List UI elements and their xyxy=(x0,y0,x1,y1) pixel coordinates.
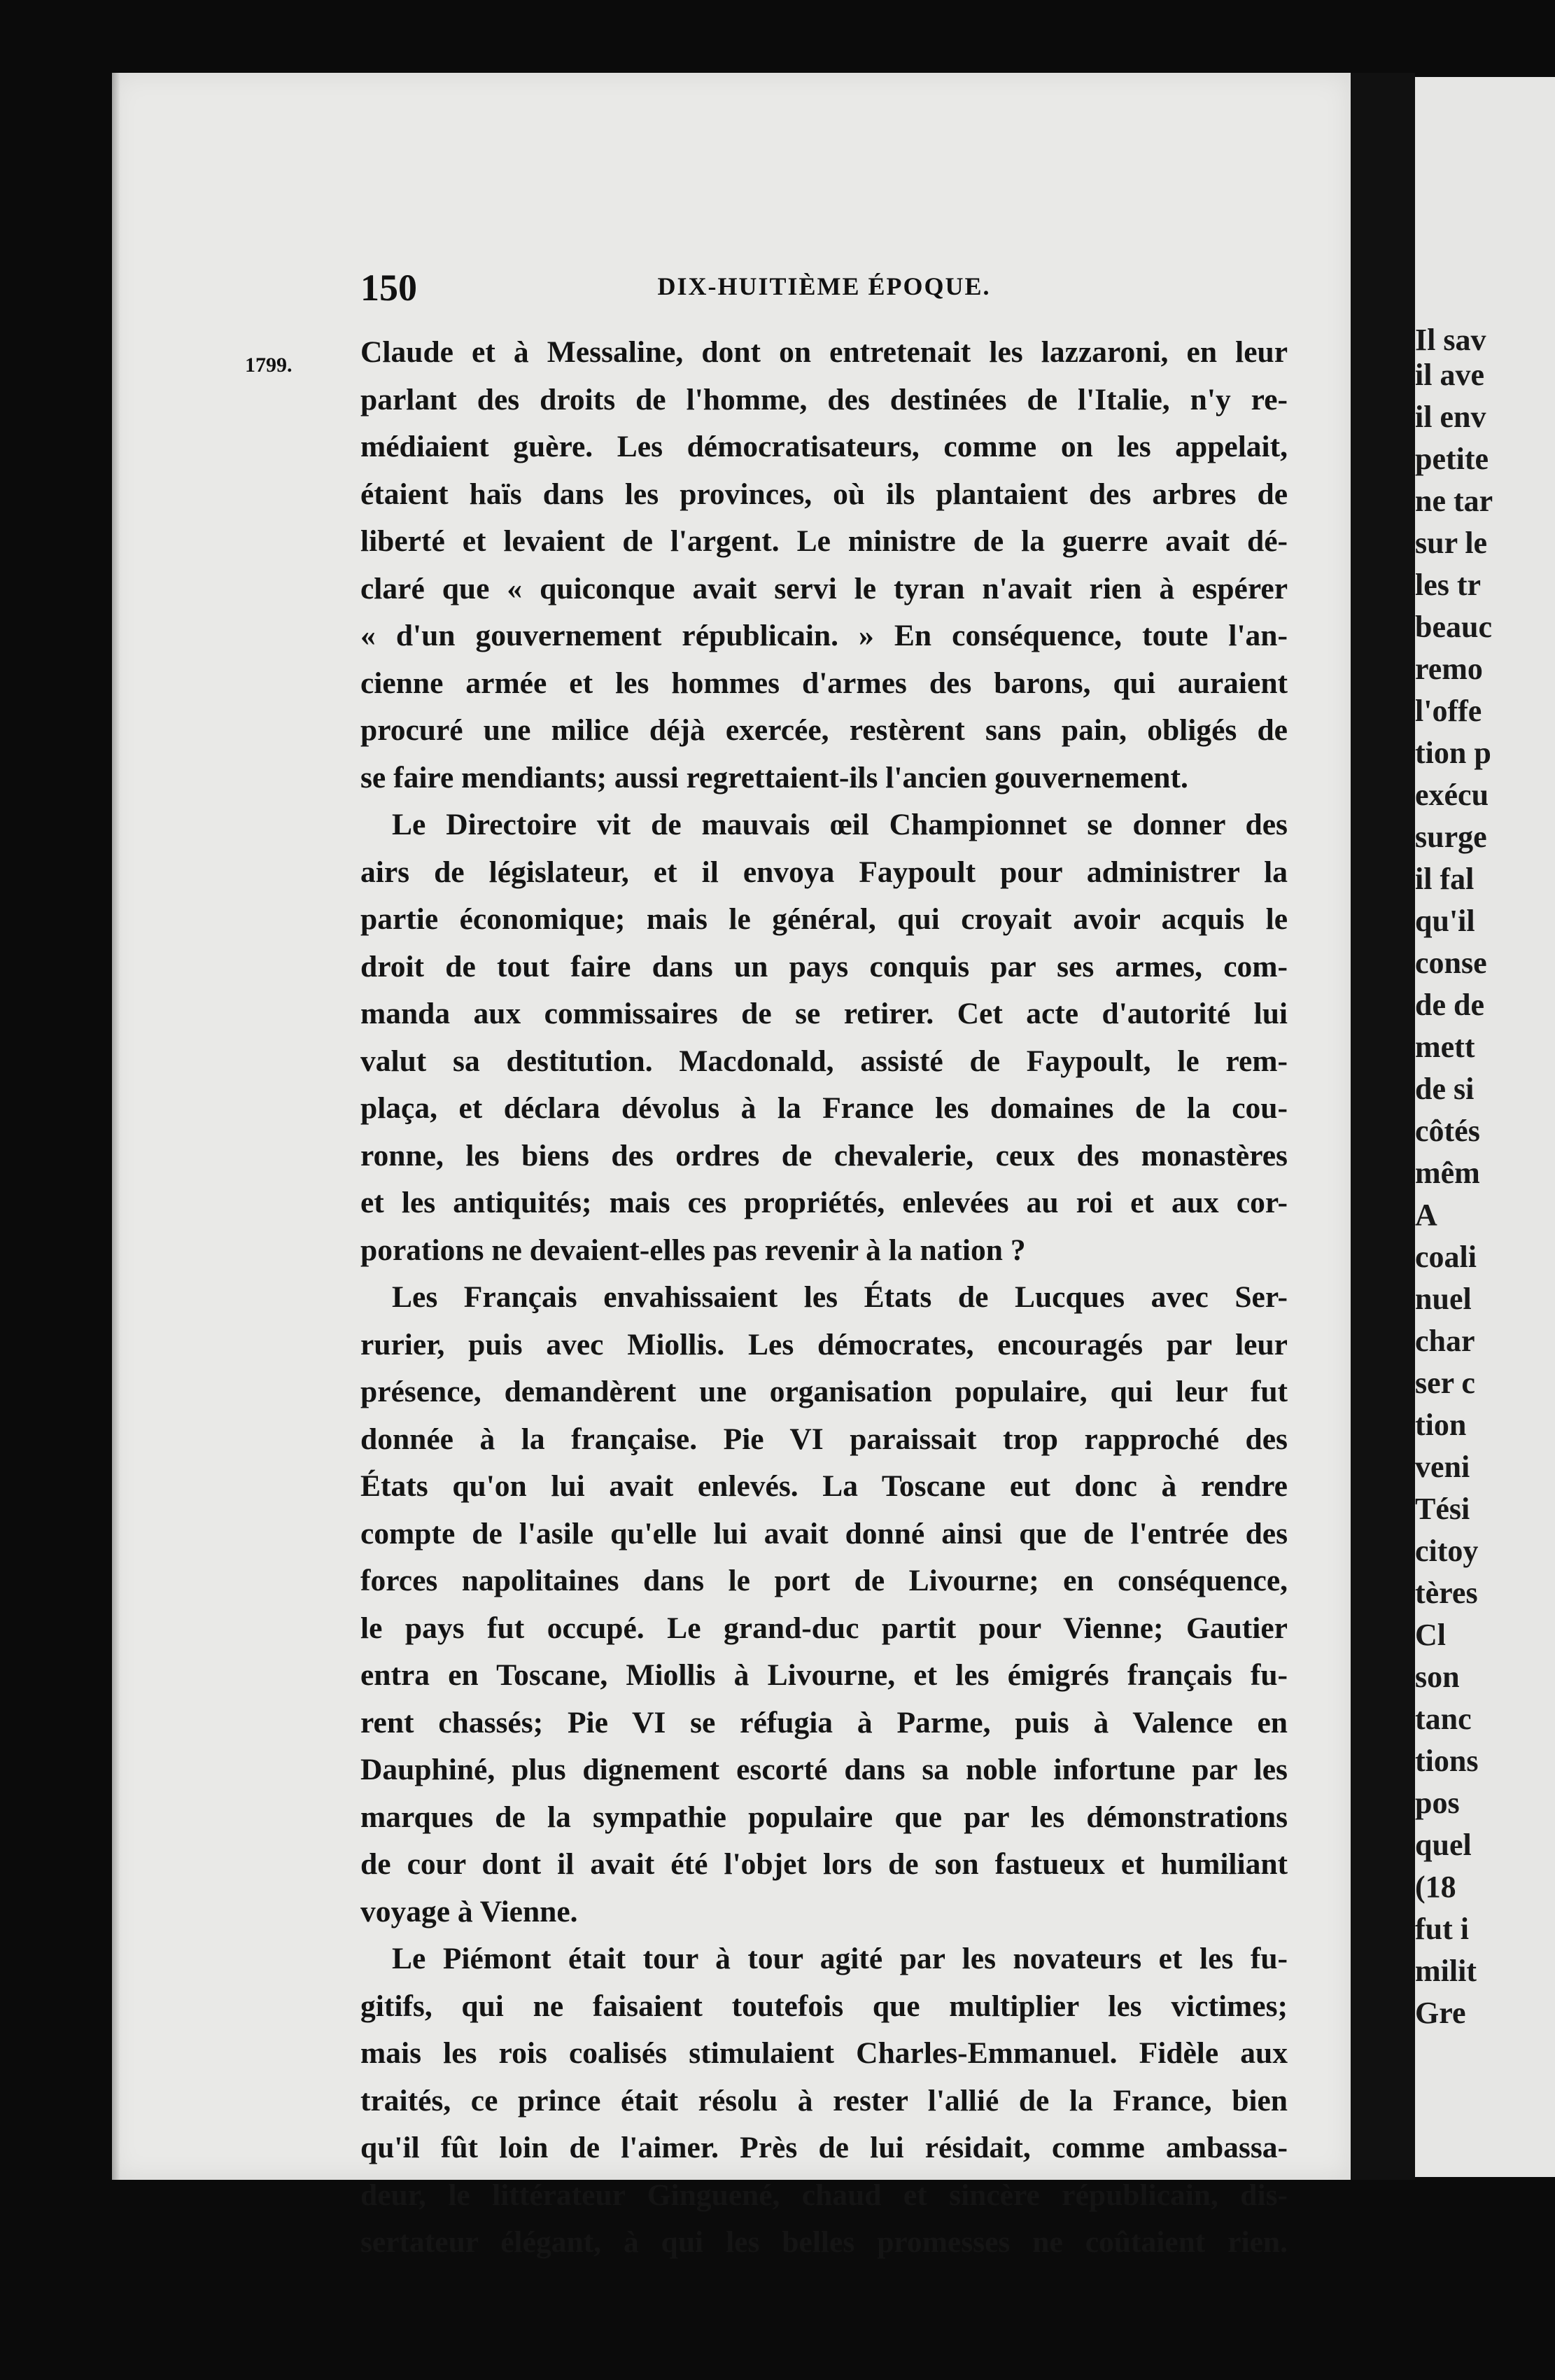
running-head: DIX-HUITIÈME ÉPOQUE. xyxy=(657,272,991,300)
text-line: partie économique; mais le général, qui croyait avoir acquis le xyxy=(360,902,1288,936)
text-line: donnée à la française. Pie VI paraissait trop rapproché des xyxy=(360,1422,1288,1456)
facing-page-line: ne tar xyxy=(1415,484,1493,518)
text-line: de cour dont il avait été l'objet lors de son fastueux et humiliant xyxy=(360,1847,1288,1881)
facing-page-line: tions xyxy=(1415,1744,1479,1778)
text-line: manda aux commissaires de se retirer. Cet acte d'autorité lui xyxy=(360,997,1288,1030)
text-line: Les Français envahissaient les États de Lucques avec Ser- xyxy=(392,1280,1288,1314)
facing-page-line: côtés xyxy=(1415,1114,1480,1148)
text-line: le pays fut occupé. Le grand-duc partit pour Vienne; Gautier xyxy=(360,1611,1288,1645)
text-line: droit de tout faire dans un pays conquis par ses armes, com- xyxy=(360,949,1288,983)
text-line: Claude et à Messaline, dont on entretenait les lazzaroni, en leur xyxy=(360,335,1288,369)
text-line: procuré une milice déjà exercée, restèrent sans pain, obligés de xyxy=(360,713,1288,747)
facing-page-line: l'offe xyxy=(1415,694,1482,728)
facing-page-line: il env xyxy=(1415,400,1486,434)
text-line: sertateur élégant, à qui les belles promesses ne coûtaient rien. xyxy=(360,2225,1288,2259)
facing-page-line: tion xyxy=(1415,1408,1467,1442)
facing-page-line: Il sav xyxy=(1415,323,1486,357)
text-line: Dauphiné, plus dignement escorté dans sa noble infortune par les xyxy=(360,1753,1288,1786)
facing-page-line: quel xyxy=(1415,1828,1472,1862)
facing-page-line: beauc xyxy=(1415,610,1492,644)
facing-page-line: tion p xyxy=(1415,736,1491,770)
facing-page-line: tanc xyxy=(1415,1702,1472,1736)
text-line: et les antiquités; mais ces propriétés, enlevées au roi et aux cor- xyxy=(360,1186,1288,1219)
text-line: rent chassés; Pie VI se réfugia à Parme, puis à Valence en xyxy=(360,1705,1288,1740)
text-line: traités, ce prince était résolu à rester l'allié de la France, bien xyxy=(360,2083,1288,2118)
text-line: parlant des droits de l'homme, des destinées de l'Italie, n'y re- xyxy=(360,382,1288,416)
body-text xyxy=(360,329,1288,2267)
facing-page-line: tères xyxy=(1415,1576,1478,1610)
text-line: forces napolitaines dans le port de Livourne; en conséquence, xyxy=(360,1564,1288,1597)
facing-page-line: conse xyxy=(1415,946,1487,980)
facing-page-line: char xyxy=(1415,1324,1475,1358)
text-line: « d'un gouvernement républicain. » En conséquence, toute l'an- xyxy=(360,619,1288,652)
text-line: Le Piémont était tour à tour agité par les novateurs et les fu- xyxy=(392,1942,1288,1975)
facing-page-line: de de xyxy=(1415,988,1484,1022)
text-line: voyage à Vienne. xyxy=(360,1894,578,1928)
facing-page-line: Cl xyxy=(1415,1618,1446,1652)
text-line: porations ne devaient-elles pas revenir à la nation ? xyxy=(360,1233,1026,1267)
facing-page-line: citoy xyxy=(1415,1534,1479,1568)
facing-page-line: pos xyxy=(1415,1786,1460,1820)
text-line: États qu'on lui avait enlevés. La Toscane eut donc à rendre xyxy=(360,1469,1288,1503)
text-line: étaient haïs dans les provinces, où ils plantaient des arbres de xyxy=(360,477,1288,511)
page-header xyxy=(360,266,1288,315)
facing-page-line: mett xyxy=(1415,1030,1475,1064)
text-line: claré que « quiconque avait servi le tyran n'avait rien à espérer xyxy=(360,571,1288,606)
text-line: airs de législateur, et il envoya Faypoult pour administrer la xyxy=(360,855,1288,889)
facing-page-line: (18 xyxy=(1415,1870,1456,1904)
facing-page-line: surge xyxy=(1415,820,1487,854)
text-line: entra en Toscane, Miollis à Livourne, et les émigrés français fu- xyxy=(360,1658,1288,1692)
text-line: rurier, puis avec Miollis. Les démocrates, encouragés par leur xyxy=(360,1327,1288,1362)
facing-page-line: exécu xyxy=(1415,778,1489,812)
text-line: Le Directoire vit de mauvais œil Championnet se donner des xyxy=(392,808,1288,841)
facing-page-line: milit xyxy=(1415,1954,1477,1988)
facing-page-line: Gre xyxy=(1415,1996,1466,2030)
text-line: mais les rois coalisés stimulaient Charles-Emmanuel. Fidèle aux xyxy=(360,2036,1288,2070)
text-line: compte de l'asile qu'elle lui avait donné ainsi que de l'entrée des xyxy=(360,1516,1288,1550)
facing-page-line: sur le xyxy=(1415,526,1488,560)
facing-page-line: A xyxy=(1415,1198,1437,1232)
text-line: marques de la sympathie populaire que par les démonstrations xyxy=(360,1800,1288,1834)
text-line: valut sa destitution. Macdonald, assisté de Faypoult, le rem- xyxy=(360,1044,1288,1078)
facing-page-line: remo xyxy=(1415,652,1483,686)
text-line: ronne, les biens des ordres de chevalerie, ceux des monastères xyxy=(360,1138,1288,1172)
facing-page-line: son xyxy=(1415,1660,1460,1694)
text-line: deur, le littérateur Ginguené, chaud et sincère républicain, dis- xyxy=(360,2178,1288,2212)
page-edge-shadow xyxy=(112,73,120,2180)
text-line: liberté et levaient de l'argent. Le ministre de la guerre avait dé- xyxy=(360,524,1288,558)
facing-page-line: Tési xyxy=(1415,1492,1470,1526)
facing-page-line: ser c xyxy=(1415,1366,1475,1400)
page-number: 150 xyxy=(360,267,417,309)
facing-page-line: mêm xyxy=(1415,1156,1480,1190)
facing-page-line: il fal xyxy=(1415,862,1475,896)
facing-page-line: petite xyxy=(1415,442,1489,476)
facing-page-line: qu'il xyxy=(1415,904,1475,938)
facing-page-line: il ave xyxy=(1415,358,1484,392)
text-line: plaça, et déclara dévolus à la France les domaines de la cou- xyxy=(360,1091,1288,1125)
facing-page-line: les tr xyxy=(1415,568,1482,602)
margin-year-note: 1799. xyxy=(245,354,293,377)
facing-page-line: de si xyxy=(1415,1072,1475,1106)
text-line: médiaient guère. Les démocratisateurs, comme on les appelait, xyxy=(360,430,1288,463)
text-line: gitifs, qui ne faisaient toutefois que multiplier les victimes; xyxy=(360,1989,1288,2023)
text-line: qu'il fût loin de l'aimer. Près de lui résidait, comme ambassa- xyxy=(360,2131,1288,2164)
text-line: présence, demandèrent une organisation populaire, qui leur fut xyxy=(360,1375,1288,1408)
facing-page-line: veni xyxy=(1415,1450,1470,1484)
facing-page-fragment xyxy=(1415,77,1555,2177)
text-line: se faire mendiants; aussi regrettaient-ils l'ancien gouvernement. xyxy=(360,760,1188,794)
text-line: cienne armée et les hommes d'armes des barons, qui auraient xyxy=(360,666,1288,700)
facing-page-line: nuel xyxy=(1415,1282,1472,1316)
book-gutter xyxy=(1351,73,1415,2180)
facing-page-line: coali xyxy=(1415,1240,1477,1274)
facing-page-line: fut i xyxy=(1415,1912,1469,1946)
